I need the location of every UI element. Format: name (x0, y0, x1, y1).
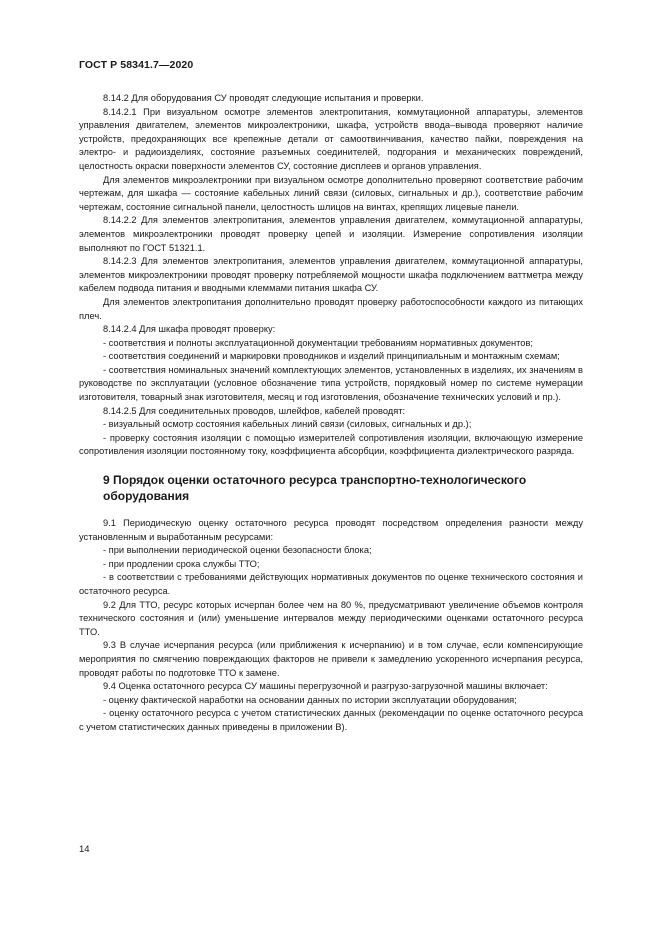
list-item: - при продлении срока службы ТТО; (103, 558, 260, 569)
standard-code: ГОСТ Р 58341.7—2020 (79, 59, 194, 71)
paragraph: 8.14.2.5 Для соединительных проводов, шлейфов, кабелей проводят: (103, 405, 406, 416)
spacer (79, 459, 583, 472)
list-item: - визуальный осмотр состояния кабельных линий связи (силовых, сигнальных и др.); (103, 419, 472, 430)
paragraph: Для элементов электропитания дополнительно проводят проверку работоспособности каждого из питающих плеч. (79, 296, 583, 321)
paragraph: 9.1 Периодическую оценку остаточного ресурса проводят посредством определения разности между установленным и выработанным ресурсами: (79, 518, 583, 542)
list-item: - соответствия номинальных значений комплектующих элементов, установленных в изделиях, их значениям в руководстве по эксплуатации (условное обозначение типа устройств, порядковый номер по системе нумерации изготовителя, товарный знак изготовителя, месяц и год изготовления, обозначение технических условий и пр.). (79, 364, 583, 403)
paragraph: 9.3 В случае исчерпания ресурса (или приближения к исчерпанию) и в том случае, если компенсирующие мероприятия по смягчению повреждающих факторов не привели к замедлению ускоренного исчерпания ресурса, проводят работы по подготовке ТТО к замене. (79, 640, 583, 678)
list-item: - при выполнении периодической оценки безопасности блока; (103, 545, 372, 556)
page-number: 14 (79, 844, 90, 855)
paragraph: 8.14.2.4 Для шкафа проводят проверку: (103, 324, 276, 335)
paragraph: 8.14.2.3 Для элементов электропитания, элементов управления двигателем, коммутационной аппаратуры, элементов микроэлектроники проводят проверку потребляемой мощности шкафа подключением ваттметра между кабелем подвода питания и вводными клеммами питания шкафа СУ. (79, 256, 583, 294)
list-item: - соответствия соединений и маркировки проводников и изделий принципиальным и монтажным схемам; (103, 351, 560, 362)
page-content (79, 92, 583, 735)
page-footer (79, 844, 90, 855)
paragraph: 8.14.2 Для оборудования СУ проводят следующие испытания и проверки. (103, 93, 424, 103)
list-item: - оценку фактической наработки на основании данных по истории эксплуатации оборудования; (103, 694, 517, 705)
paragraph: 9.4 Оценка остаточного ресурса СУ машины перегрузочной и разгрузо-загрузочной машины включает: (103, 681, 548, 692)
paragraph: 8.14.2.1 При визуальном осмотре элементов электропитания, коммутационной аппаратуры, элементов управления двигателем, элементов микроэлектроники, шкафа, устройств ввода–вывода проверяют наличие устройств, предохраняющих все крепежные детали от самоотвинчивания, качество пайки, повреждения на электро- и радиоизделиях, состояние разъемных соединителей, подгорания и механических повреждений, целостность окраски поверхности элементов СУ, состояние дисплеев и органов управления. (79, 106, 583, 171)
document-header (79, 59, 193, 71)
list-item: - в соответствии с требованиями действующих нормативных документов по оценке технического состояния и остаточного ресурса. (79, 572, 583, 596)
section-heading: 9 Порядок оценки остаточного ресурса транспортно-технологического оборудования (103, 473, 527, 504)
list-item: - оценку остаточного ресурса с учетом статистических данных (рекомендации по оценке остаточного ресурса с учетом статистических данных приведены в приложении В). (79, 708, 583, 732)
paragraph: 8.14.2.2 Для элементов электропитания, элементов управления двигателем, коммутационной аппаратуры, элементов микроэлектроники проводят проверку цепей и изоляции. Измерение сопротивления изоляции выполняют по ГОСТ 51321.1. (79, 215, 583, 253)
list-item: - проверку состояния изоляции с помощью измерителей сопротивления изоляции, включающую измерение сопротивления изоляции постоянному току, коэффициента абсорбции, коэффициента диэлектрического разряда. (79, 432, 583, 457)
spacer (79, 504, 583, 517)
paragraph: Для элементов микроэлектроники при визуальном осмотре дополнительно проверяют соответствие рабочим чертежам, для шкафа — состояние кабельных линий связи (силовых, сигнальных и др.), соответствие рабочим чертежам, состояние сигнальной панели, целостность шлицов на винтах, крепящих лицевые панели. (79, 174, 583, 212)
paragraph: 9.2 Для ТТО, ресурс которых исчерпан более чем на 80 %, предусматривают увеличение объемов контроля технического состояния и (или) уменьшение интервалов между периодическими оценками остаточного ресурса ТТО. (79, 599, 583, 637)
list-item: - соответствия и полноты эксплуатационной документации требованиям нормативных документов; (103, 337, 533, 348)
